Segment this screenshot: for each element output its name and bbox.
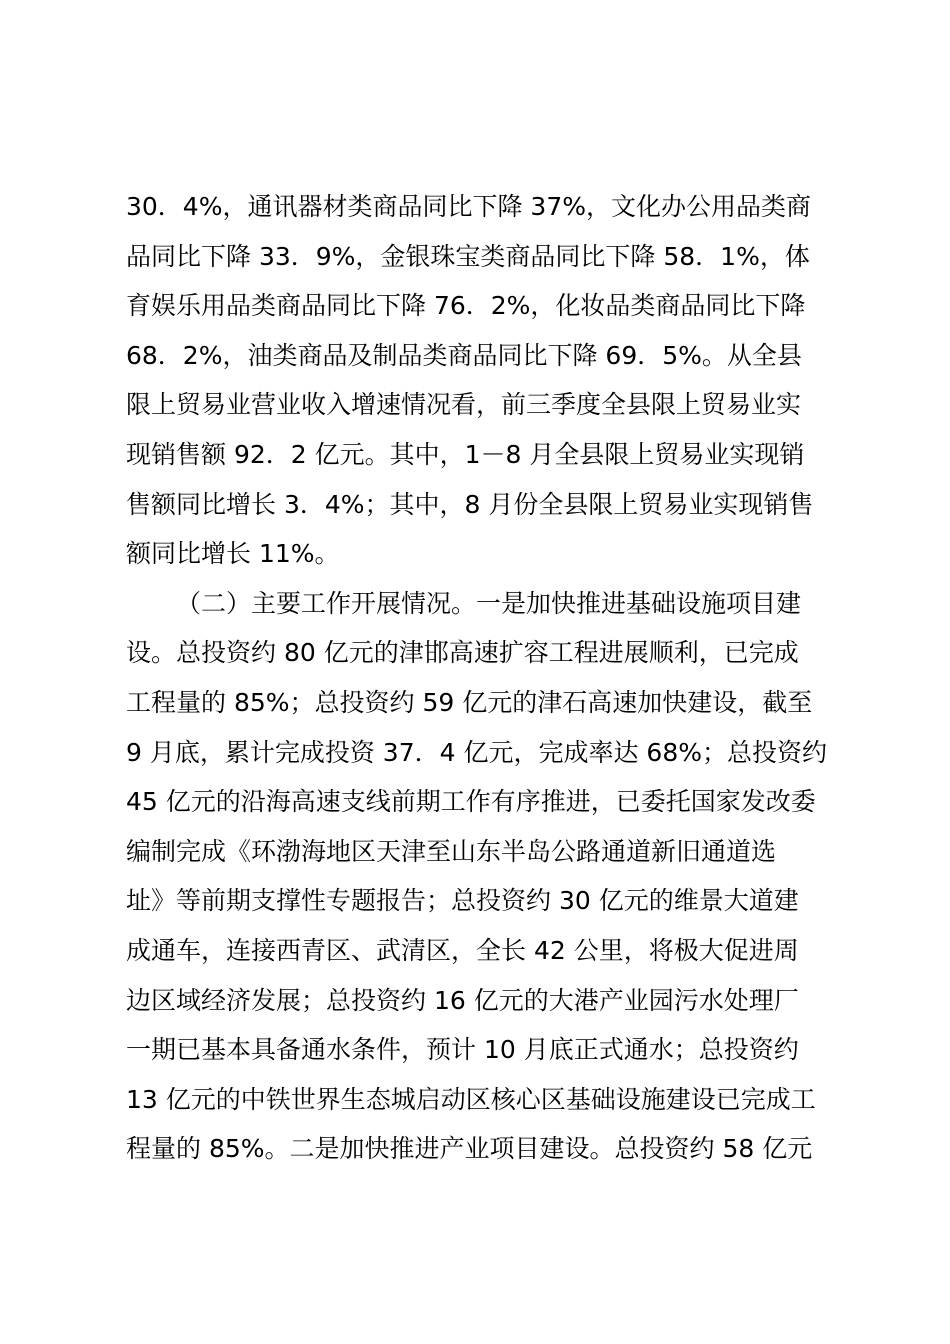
- text-line: 址》等前期支撑性专题报告；总投资约 30 亿元的维景大道建: [126, 886, 799, 916]
- text-line: 育娱乐用品类商品同比下降 76．2%，化妆品类商品同比下降: [126, 291, 806, 321]
- text-line: 9 月底，累计完成投资 37．4 亿元，完成率达 68%；总投资约: [126, 737, 827, 767]
- text-line: 编制完成《环渤海地区天津至山东半岛公路通道新旧通道选: [126, 836, 777, 866]
- text-line: 品同比下降 33．9%，金银珠宝类商品同比下降 58．1%，体: [126, 241, 810, 271]
- text-line: 程量的 85%。二是加快推进产业项目建设。总投资约 58 亿元: [126, 1134, 813, 1164]
- text-line: 边区域经济发展；总投资约 16 亿元的大港产业园污水处理厂: [126, 985, 799, 1015]
- text-line: 额同比增长 11%。: [126, 539, 340, 569]
- text-line: 售额同比增长 3．4%；其中，8 月份全县限上贸易业实现销售: [126, 489, 814, 519]
- text-line: 45 亿元的沿海高速支线前期工作有序推进，已委托国家发改委: [126, 787, 816, 817]
- text-line: 成通车，连接西青区、武清区，全长 42 公里，将极大促进周: [126, 935, 799, 965]
- body-text: [126, 182, 838, 1174]
- text-line: 限上贸易业营业收入增速情况看，前三季度全县限上贸易业实: [126, 390, 802, 420]
- text-line: 68．2%，油类商品及制品类商品同比下降 69．5%。从全县: [126, 340, 802, 370]
- text-line: 13 亿元的中铁世界生态城启动区核心区基础设施建设已完成工: [126, 1084, 816, 1114]
- text-line: 现销售额 92．2 亿元。其中，1－8 月全县限上贸易业实现销: [126, 439, 805, 469]
- text-line: 一期已基本具备通水条件，预计 10 月底正式通水；总投资约: [126, 1035, 799, 1065]
- text-line: 30．4%，通讯器材类商品同比下降 37%，文化办公用品类商: [126, 192, 811, 221]
- text-line: 工程量的 85%；总投资约 59 亿元的津石高速加快建设，截至: [126, 687, 813, 717]
- paragraph-heading-line: （二）主要工作开展情况。一是加快推进基础设施项目建: [176, 588, 802, 618]
- text-line: 设。总投资约 80 亿元的津邯高速扩容工程进展顺利，已完成: [126, 638, 799, 668]
